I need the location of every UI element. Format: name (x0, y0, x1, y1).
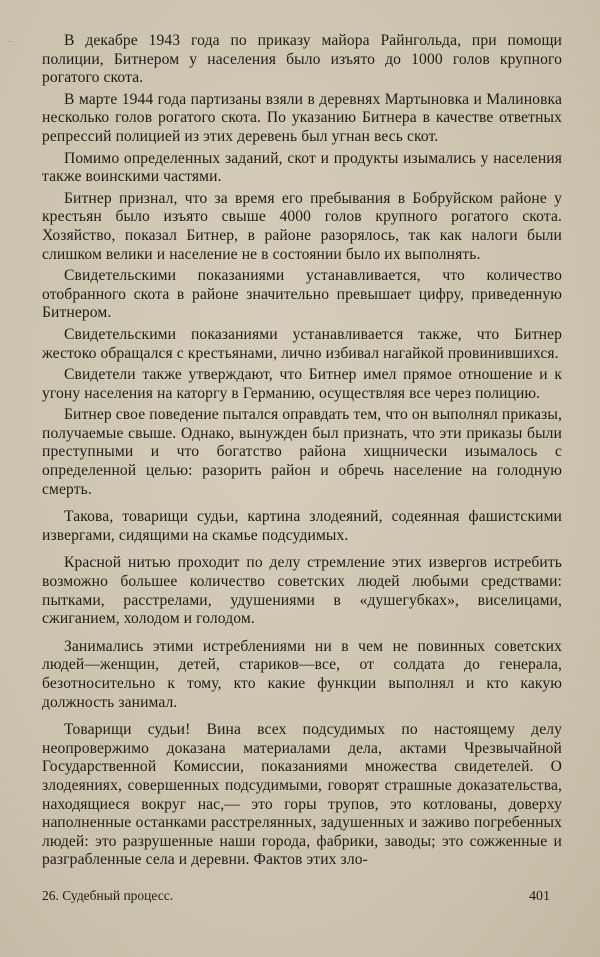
paragraph-7: Свидетели также утверждают, что Битнер имел прямое отношение и к угону населения на каторгу в Германию, осуществляя все через полицию. (42, 366, 562, 402)
paragraph-6: Свидетельскими показаниями устанавливается также, что Битнер жестоко обращался с крестьянами, лично избивал нагайкой провинившихся. (42, 325, 562, 362)
paragraph-12: Товарищи судьи! Вина всех подсудимых по настоящему делу неопровержимо доказана материалами дела, актами Чрезвычайной Государственной Комиссии, показаниями множества свидетелей. О злодеяниях, совершенных подсудимыми, говорят страшные доказательства, находящиеся вокруг нас,— это горы трупов, это котлованы, доверху наполненные останками расстрелянных, задушенных и заживо погребенных людей: это разрушенные наши города, фабрики, заводы; это сожженные и разграбленные села и деревни. Фактов этих зло- (42, 721, 562, 869)
paragraph-11: Занимались этими истреблениями ни в чем не повинных советских людей—женщин, детей, стариков—все, от солдата до генерала, безотносительно к тому, кто какие функции выполнял и кто какую должность занимал. (42, 637, 562, 711)
paragraph-1: В декабре 1943 года по приказу майора Райнгольда, при помощи полиции, Битнером у населения было изъято до 1000 голов крупного рогатого скота. (42, 32, 562, 87)
paragraph-3: Помимо определенных заданий, скот и продукты изымались у населения также воинскими частями. (42, 149, 562, 186)
page-number: 401 (529, 889, 550, 904)
paragraph-4: Битнер признал, что за время его пребывания в Бобруйском районе у крестьян было изъято свыше 4000 голов крупного рогатого скота. Хозяйство, показал Битнер, в районе разорялось, так как налоги были слишком велики и население не в состоянии было их выполнять. (42, 189, 562, 263)
paragraph-5: Свидетельскими показаниями устанавливается, что количество отобранного скота в районе значительно превышает цифру, приведенную Битнером. (42, 267, 562, 322)
margin-mark: ˙ (8, 40, 12, 51)
paragraph-8: Битнер свое поведение пытался оправдать тем, что он выполнял приказы, получаемые свыше. Однако, вынужден был признать, что эти приказы были преступными и что богатство района хищнически изымалось с определенной целью: разорить район и обречь население на голодную смерть. (42, 406, 562, 498)
signature-mark: 26. Судебный процесс. (42, 888, 174, 903)
page-footer (42, 888, 550, 905)
body-text (42, 32, 562, 870)
paragraph-2: В марте 1944 года партизаны взяли в деревнях Мартыновка и Малиновка несколько голов рогатого скота. По указанию Битнера в качестве ответных репрессий полицией из этих деревень был угнан весь скот. (42, 90, 562, 145)
paragraph-10: Красной нитью проходит по делу стремление этих извергов истребить возможно большее количество советских людей любыми средствами: пытками, расстрелами, удушениями в «душегубках», виселицами, сжиганием, холодом и голодом. (42, 554, 562, 628)
paragraph-9: Такова, товарищи судьи, картина злодеяний, содеянная фашистскими извергами, сидящими на скамье подсудимых. (42, 508, 562, 544)
